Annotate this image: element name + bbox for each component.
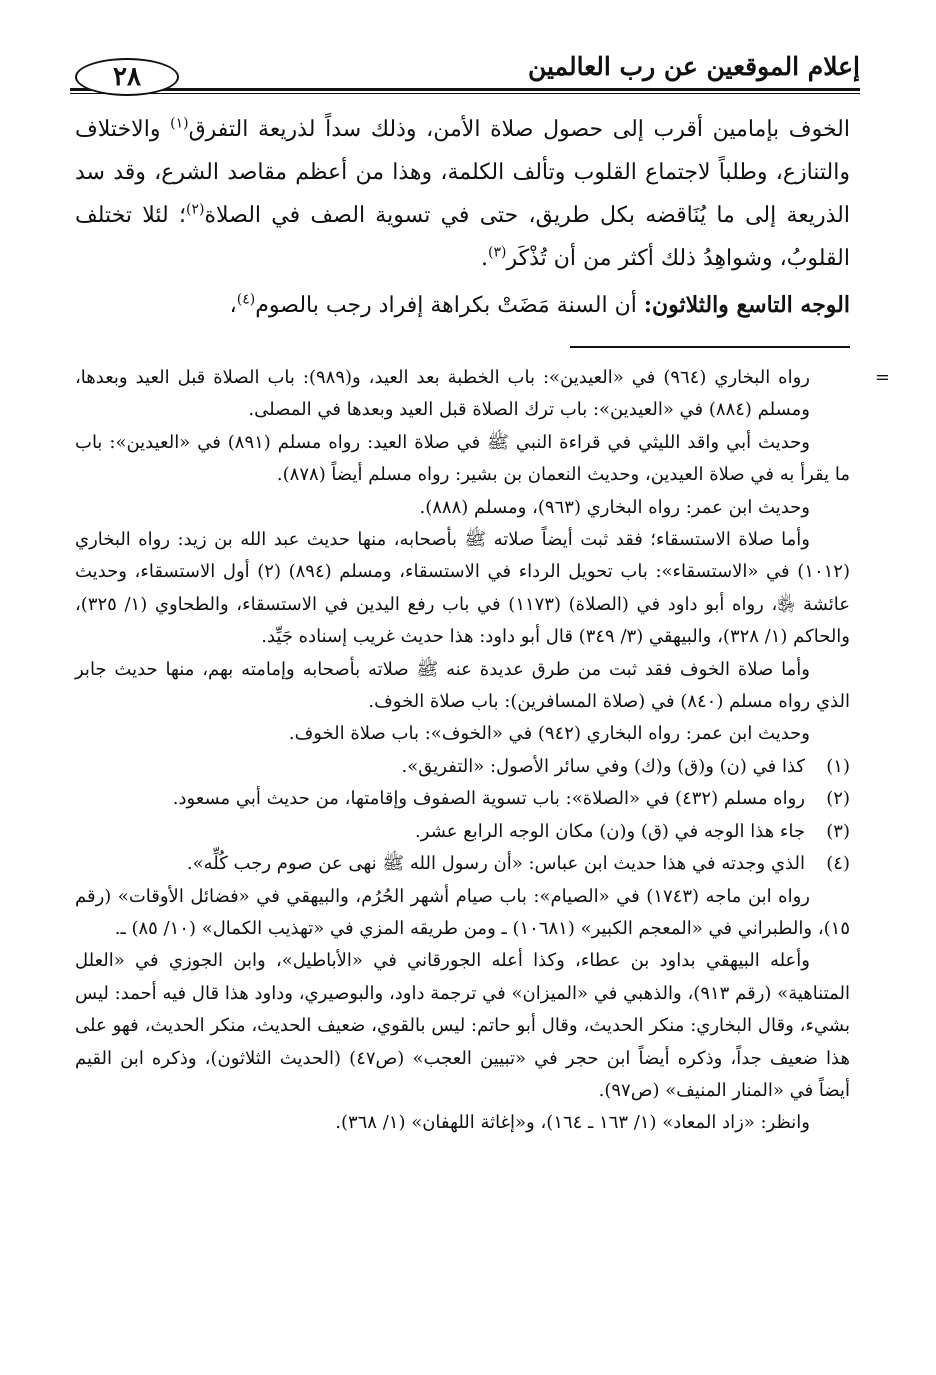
section-heading: الوجه التاسع والثلاثون: xyxy=(643,292,850,318)
footnote-2: (٢) رواه مسلم (٤٣٢) في «الصلاة»: باب تسوية الصفوف وإقامتها، من حديث أبي مسعود. xyxy=(75,783,850,815)
footnote-ref[interactable]: (٤) xyxy=(236,291,256,308)
main-text xyxy=(75,108,850,327)
continuation-mark: = xyxy=(874,367,890,388)
footnote-1: (١) كذا في (ن) و(ق) و(ك) وفي سائر الأصول: «التفريق». xyxy=(75,751,850,783)
footnote-text: رواه ابن ماجه (١٧٤٣) في «الصيام»: باب صيام أشهر الحُرُم، والبيهقي في «فضائل الأوقات» (رقم ١٥)، والطبراني في «المعجم الكبير» (١٠٦٨١) ـ ومن طريقه المزي في «تهذيب الكمال» (١٠/ ٨٥) ـ. xyxy=(75,885,850,939)
main-paragraph: الخوف بإمامين أقرب إلى حصول صلاة الأمن، وذلك سداً لذريعة التفرق$^{(١)}$ والاختلاف والتنازع، وطلباً لاجتماع القلوب وتألف الكلمة، وهذا من أعظم مقاصد الشرع، وقد سد الذريعة إلى ما يُنَاقضه بكل طريق، حتى في تسوية الصف في الصلاة$^{(٢)}$؛ لئلا تختلف القلوبُ، وشواهِدُ ذلك أكثر من أن تُذْكَر$^{(٣)}$. xyxy=(75,115,850,271)
footnote-text: وأما صلاة الخوف فقد ثبت من طرق عديدة عنه ﷺ صلاته بأصحابه وإمامته بهم، منها حديث جابر الذي رواه مسلم (٨٤٠) في (صلاة المسافرين): باب صلاة الخوف. xyxy=(75,658,850,713)
footnote-continuation: = رواه البخاري (٩٦٤) في «العيدين»: باب الخطبة بعد العيد، و(٩٨٩): باب الصلاة قبل العيد وبعدها، ومسلم (٨٨٤) في «العيدين»: باب ترك الصلاة قبل العيد وبعدها في المصلى. xyxy=(75,362,850,427)
main-paragraph-2: الوجه التاسع والثلاثون: أن السنة مَضَتْ بكراهة إفراد رجب بالصوم$^{(٤)}$، xyxy=(229,291,850,318)
footnotes xyxy=(75,362,890,1140)
footnote-number: (٣) xyxy=(826,820,850,842)
footnote-number: (١) xyxy=(826,755,850,777)
header-rule-thin xyxy=(70,93,860,94)
running-header xyxy=(70,48,860,98)
footnote-ref[interactable]: (٣) xyxy=(487,244,507,261)
page-number: ٢٨ xyxy=(75,58,179,96)
footnote-text: وأما صلاة الاستسقاء؛ فقد ثبت أيضاً صلاته ﷺ بأصحابه، منها حديث عبد الله بن زيد: رواه البخاري (١٠١٢) في «الاستسقاء»: باب تحويل الرداء في الاستسقاء، ومسلم (٨٩٤) (٢) أول الاستسقاء، وحديث عائشة ﵂، رواه أبو داود في (الصلاة) (١١٧٣) في باب رفع اليدين في الاستسقاء، والطحاوي (١/ ٣٢٥)، والحاكم (١/ ٣٢٨)، والبيهقي (٣/ ٣٤٩) قال أبو داود: هذا حديث غريب إسناده جَيِّد. xyxy=(75,529,850,648)
footnote-text: وحديث ابن عمر: رواه البخاري (٩٦٣)، ومسلم (٨٨٨). xyxy=(419,496,810,518)
footnote-4: (٤) الذي وجدته في هذا حديث ابن عباس: «أن رسول الله ﷺ نهى عن صوم رجب كُلِّه». xyxy=(75,848,850,880)
book-title: إعلام الموقعين عن رب العالمين xyxy=(527,52,860,81)
footnote-3: (٣) جاء هذا الوجه في (ق) و(ن) مكان الوجه الرابع عشر. xyxy=(75,816,850,848)
footnote-number: (٤) xyxy=(826,853,850,875)
footnote-text: وانظر: «زاد المعاد» (١/ ١٦٣ ـ ١٦٤)، و«إغاثة اللهفان» (١/ ٣٦٨). xyxy=(335,1112,810,1134)
footnote-text: وحديث ابن عمر: رواه البخاري (٩٤٢) في «الخوف»: باب صلاة الخوف. xyxy=(288,723,810,745)
footnote-separator xyxy=(570,346,850,348)
footnote-text: وحديث أبي واقد الليثي في قراءة النبي ﷺ في صلاة العيد: رواه مسلم (٨٩١) في «العيدين»: باب ما يقرأ به في صلاة العيدين، وحديث النعمان بن بشير: رواه مسلم أيضاً (٨٧٨). xyxy=(75,431,850,486)
footnote-ref[interactable]: (٢) xyxy=(186,201,205,218)
footnote-ref[interactable]: (١) xyxy=(170,115,189,132)
footnote-text: وأعله البيهقي بداود بن عطاء، وكذا أعله الجورقاني في «الأباطيل»، وابن الجوزي في «العلل المتناهية» (رقم ٩١٣)، والذهبي في «الميزان» في ترجمة داود، والبوصيري، وداود هذا قال فيه أحمد: ليس بشيء، وقال البخاري: منكر الحديث، وقال أبو حاتم: ليس بالقوي، ضعيف الحديث، منكر الحديث، فهو على هذا ضعيف جداً، وذكره أيضاً ابن حجر في «تبيين العجب» (ص٤٧) (الحديث الثلاثون)، وذكره ابن القيم أيضاً في «المنار المنيف» (ص٩٧). xyxy=(75,950,851,1101)
footnote-number: (٢) xyxy=(826,788,850,810)
header-rule xyxy=(70,88,860,91)
